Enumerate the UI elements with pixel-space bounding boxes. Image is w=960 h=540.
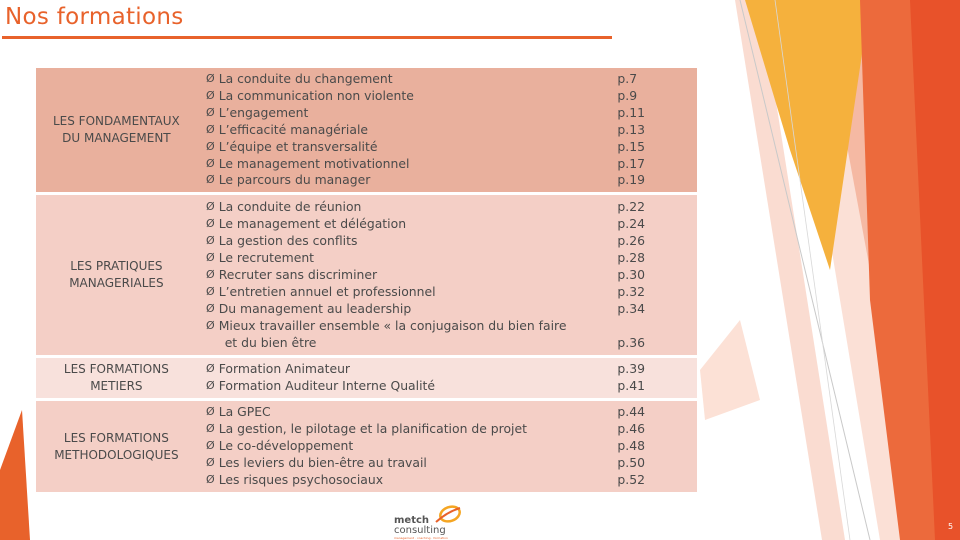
page-ref: p.52 bbox=[617, 471, 645, 487]
items-cell bbox=[219, 358, 604, 398]
table-row bbox=[36, 401, 697, 492]
training-item: Mieux travailler ensemble « la conjugaison du bien faire bbox=[218, 317, 567, 333]
category-label: LES PRATIQUES bbox=[70, 259, 163, 274]
bullet-arrow-icon: Ø bbox=[206, 318, 215, 332]
training-item: L’entretien annuel et professionnel bbox=[218, 283, 436, 299]
training-item: La conduite du changement bbox=[218, 71, 393, 86]
page-title: Nos formations bbox=[5, 4, 184, 30]
page-ref: p.30 bbox=[617, 266, 645, 282]
logo-text: metch bbox=[394, 515, 430, 526]
training-item: Du management au leadership bbox=[218, 300, 412, 316]
table-row bbox=[36, 358, 697, 398]
page-ref: p.24 bbox=[617, 216, 645, 232]
slide-number: 5 bbox=[948, 522, 954, 531]
bullet-arrow-icon: Ø bbox=[206, 156, 215, 170]
training-item: La communication non violente bbox=[218, 87, 414, 103]
logo-text: consulting bbox=[394, 525, 446, 536]
training-item: Le management et délégation bbox=[218, 216, 407, 232]
pages-cell bbox=[603, 195, 697, 355]
logo-tagline: management · coaching · formation bbox=[394, 536, 448, 540]
category-label: METHODOLOGIQUES bbox=[54, 447, 179, 462]
bullet-arrow-icon: Ø bbox=[206, 122, 215, 136]
bullet-column bbox=[197, 358, 219, 398]
training-item: La gestion, le pilotage et la planification de projet bbox=[218, 421, 527, 437]
bullet-arrow-icon: Ø bbox=[206, 72, 215, 85]
page-ref: p.34 bbox=[617, 300, 645, 316]
bullet-arrow-icon: Ø bbox=[206, 217, 215, 231]
bullet-arrow-icon: Ø bbox=[206, 422, 215, 436]
page-ref: p.19 bbox=[617, 172, 645, 188]
pages-cell bbox=[603, 358, 697, 398]
bullet-column bbox=[197, 68, 219, 192]
page-ref: p.46 bbox=[617, 421, 645, 437]
category-label: LES FORMATIONS bbox=[63, 362, 169, 377]
category-label: LES FORMATIONS bbox=[63, 430, 169, 445]
page-ref: p.44 bbox=[617, 404, 645, 420]
pages-cell bbox=[603, 401, 697, 492]
bullet-arrow-icon: Ø bbox=[206, 139, 215, 153]
page-ref: p.48 bbox=[617, 438, 645, 454]
bullet-arrow-icon: Ø bbox=[206, 362, 215, 376]
bullet-arrow-icon: Ø bbox=[206, 173, 215, 187]
training-item: La conduite de réunion bbox=[218, 199, 362, 215]
category-cell bbox=[36, 358, 197, 398]
bullet-column bbox=[197, 195, 219, 355]
bullet-arrow-icon: Ø bbox=[206, 267, 215, 281]
bullet-arrow-icon: Ø bbox=[206, 472, 215, 486]
training-item: Le recrutement bbox=[218, 249, 315, 265]
bullet-arrow-icon: Ø bbox=[206, 439, 215, 453]
bullet-arrow-icon: Ø bbox=[206, 200, 215, 214]
category-label: DU MANAGEMENT bbox=[62, 131, 171, 146]
page-ref: p.36 bbox=[617, 334, 645, 350]
page-ref: p.26 bbox=[617, 233, 645, 249]
training-item: Le parcours du manager bbox=[218, 172, 371, 188]
training-item: La GPEC bbox=[218, 404, 271, 420]
bullet-arrow-icon: Ø bbox=[206, 301, 215, 315]
bullet-arrow-icon: Ø bbox=[206, 88, 215, 102]
page-ref: p.32 bbox=[617, 283, 645, 299]
training-item: La gestion des conflits bbox=[218, 233, 358, 249]
page-ref: p.50 bbox=[617, 455, 645, 471]
bullet-arrow-icon: Ø bbox=[206, 405, 215, 419]
page-ref: p.9 bbox=[617, 87, 638, 103]
items-cell bbox=[219, 401, 604, 492]
page-ref: p.39 bbox=[617, 361, 645, 377]
training-table bbox=[36, 65, 697, 495]
table-row bbox=[36, 195, 697, 355]
training-item: et du bien être bbox=[224, 334, 317, 350]
bullet-arrow-icon: Ø bbox=[206, 105, 215, 119]
training-item: Formation Animateur bbox=[218, 361, 351, 377]
category-cell bbox=[36, 401, 197, 492]
company-logo bbox=[392, 502, 464, 540]
page-ref: p.15 bbox=[617, 138, 645, 154]
training-item: L’efficacité managériale bbox=[218, 121, 369, 137]
training-item: Recruter sans discriminer bbox=[218, 266, 378, 282]
bullet-arrow-icon: Ø bbox=[206, 379, 215, 393]
bullet-arrow-icon: Ø bbox=[206, 284, 215, 298]
category-label: MANAGERIALES bbox=[69, 276, 164, 291]
pages-cell bbox=[603, 68, 697, 192]
training-item: Formation Auditeur Interne Qualité bbox=[218, 378, 436, 394]
items-cell bbox=[219, 195, 604, 355]
bullet-column bbox=[197, 401, 219, 492]
page-ref: p.7 bbox=[617, 71, 638, 86]
bullet-arrow-icon: Ø bbox=[206, 456, 215, 470]
training-item: Les leviers du bien-être au travail bbox=[218, 455, 427, 471]
page-ref: p.28 bbox=[617, 249, 645, 265]
training-item: Le co-développement bbox=[218, 438, 354, 454]
training-item: Les risques psychosociaux bbox=[218, 471, 384, 487]
title-underline bbox=[2, 36, 612, 39]
category-cell bbox=[36, 195, 197, 355]
category-label: METIERS bbox=[90, 379, 143, 394]
page-ref: p.22 bbox=[617, 199, 645, 215]
category-label: LES FONDAMENTAUX bbox=[52, 114, 180, 129]
page-ref: p.17 bbox=[617, 155, 645, 171]
page-ref: p.13 bbox=[617, 121, 645, 137]
items-cell bbox=[219, 68, 604, 192]
page-ref: p.11 bbox=[617, 104, 645, 120]
bullet-arrow-icon: Ø bbox=[206, 234, 215, 248]
category-cell bbox=[36, 68, 197, 192]
training-item: Le management motivationnel bbox=[218, 155, 410, 171]
training-item: L’équipe et transversalité bbox=[218, 138, 378, 154]
bullet-arrow-icon: Ø bbox=[206, 250, 215, 264]
table-row bbox=[36, 68, 697, 192]
training-item: L’engagement bbox=[218, 104, 309, 120]
page-ref: p.41 bbox=[617, 378, 645, 394]
